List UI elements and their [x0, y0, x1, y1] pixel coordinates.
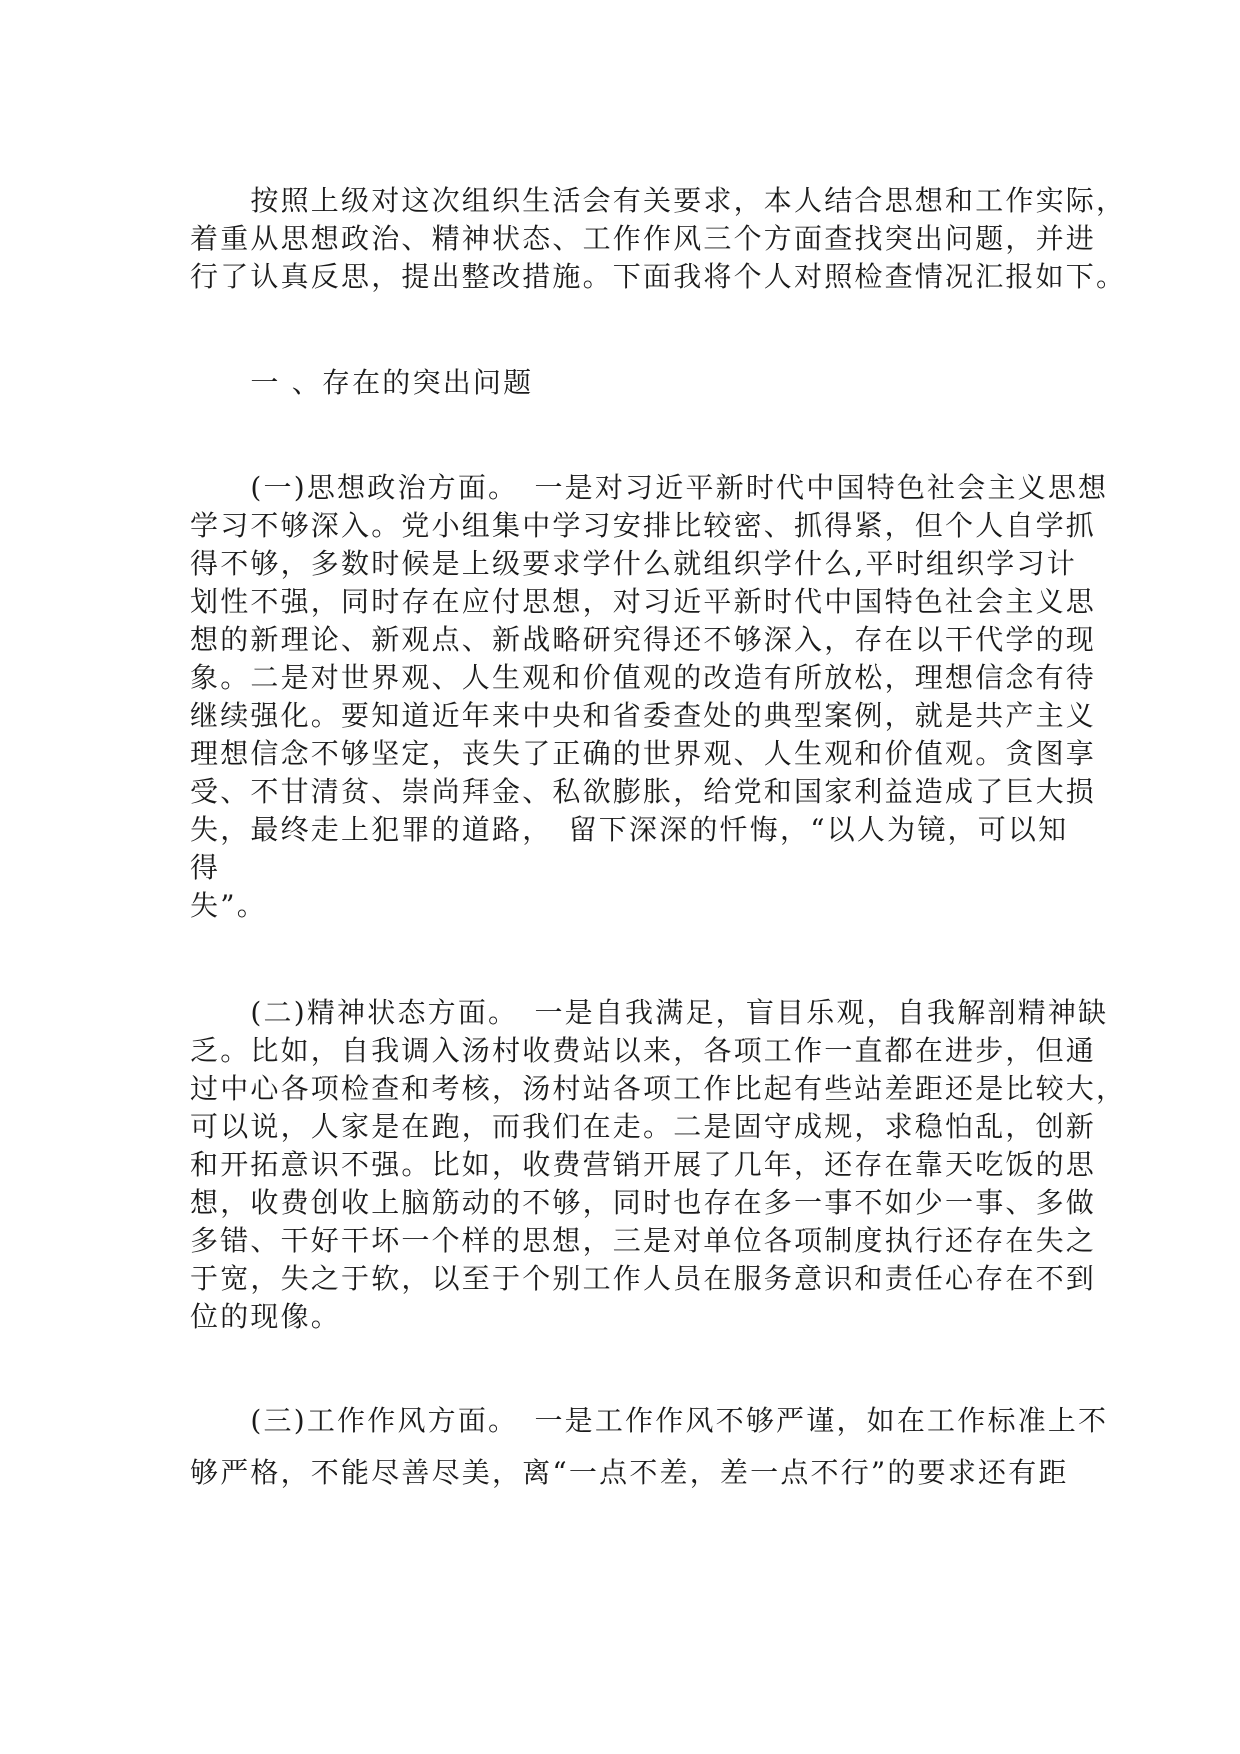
- para1-line: 失，最终走上犯罪的道路， 留下深深的忏悔，“以人为镜，可以知: [190, 813, 1069, 846]
- para1-line: 划性不强，同时存在应付思想，对习近平新时代中国特色社会主义思: [190, 585, 1097, 618]
- para3-line: 够严格，不能尽善尽美，离“一点不差，差一点不行”的要求还有距: [190, 1456, 1069, 1489]
- para1-line: 继续强化。要知道近年来中央和省委查处的典型案例，就是共产主义: [190, 699, 1097, 732]
- para1-line: 想的新理论、新观点、新战略研究得还不够深入，存在以干代学的现: [190, 623, 1097, 656]
- para2-line: 想，收费创收上脑筋动的不够，同时也存在多一事不如少一事、多做: [190, 1186, 1097, 1219]
- para1-line: 失”。: [190, 889, 267, 922]
- para1-line: (一)思想政治方面。 一是对习近平新时代中国特色社会主义思想: [190, 471, 1109, 504]
- para2-line: 于宽，失之于软，以至于个别工作人员在服务意识和责任心存在不到: [190, 1262, 1097, 1295]
- para2-line: 可以说，人家是在跑，而我们在走。二是固守成规，求稳怕乱，创新: [190, 1110, 1097, 1143]
- intro-line: 着重从思想政治、精神状态、工作作风三个方面查找突出问题，并进: [190, 222, 1097, 255]
- intro-line: 按照上级对这次组织生活会有关要求，本人结合思想和工作实际，: [190, 184, 1127, 217]
- para2-line: (二)精神状态方面。 一是自我满足，盲目乐观，自我解剖精神缺: [190, 996, 1109, 1029]
- para2-line: 过中心各项检查和考核，汤村站各项工作比起有些站差距还是比较大，: [190, 1072, 1127, 1105]
- para1-line: 象。二是对世界观、人生观和价值观的改造有所放松，理想信念有待: [190, 661, 1097, 694]
- para3-line: (三)工作作风方面。 一是工作作风不够严谨，如在工作标准上不: [190, 1404, 1109, 1437]
- para2-line: 和开拓意识不强。比如，收费营销开展了几年，还存在靠天吃饭的思: [190, 1148, 1097, 1181]
- para1-line: 得: [190, 851, 221, 884]
- para2-line: 乏。比如，自我调入汤村收费站以来，各项工作一直都在进步，但通: [190, 1034, 1097, 1067]
- para1-line: 学习不够深入。党小组集中学习安排比较密、抓得紧，但个人自学抓: [190, 509, 1097, 542]
- para1-line: 受、不甘清贫、崇尚拜金、私欲膨胀，给党和国家利益造成了巨大损: [190, 775, 1097, 808]
- para2-line: 位的现像。: [190, 1300, 342, 1333]
- section-heading: 一 、存在的突出问题: [190, 366, 534, 399]
- para1-line: 得不够，多数时候是上级要求学什么就组织学什么,平时组织学习计: [190, 547, 1077, 580]
- intro-line: 行了认真反思，提出整改措施。下面我将个人对照检查情况汇报如下。: [190, 260, 1127, 293]
- para1-line: 理想信念不够坚定，丧失了正确的世界观、人生观和价值观。贪图享: [190, 737, 1097, 770]
- para2-line: 多错、干好干坏一个样的思想，三是对单位各项制度执行还存在失之: [190, 1224, 1097, 1257]
